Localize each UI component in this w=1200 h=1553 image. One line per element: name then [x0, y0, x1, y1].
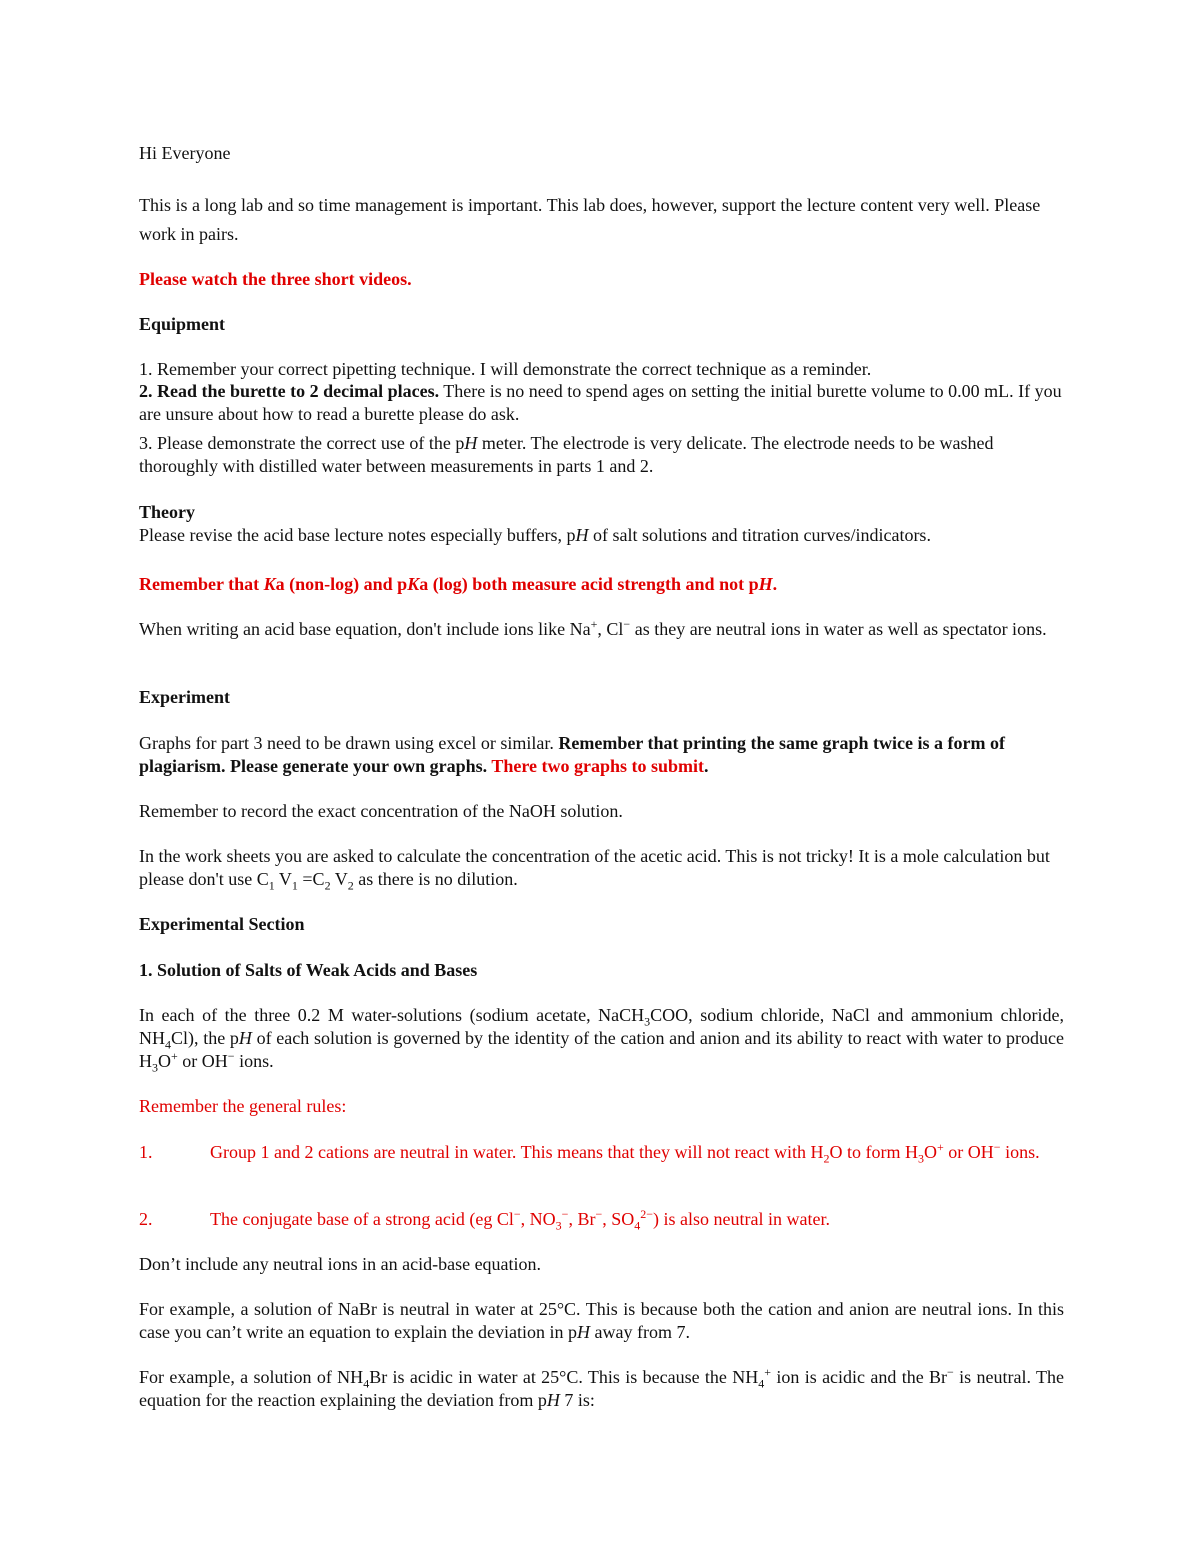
- theory-text-b: of salt solutions and titration curves/indicators.: [588, 525, 931, 545]
- ka-reminder: [139, 573, 1064, 596]
- salts-text-e: O: [158, 1051, 171, 1071]
- ka-text-b: a (non-log) and p: [275, 574, 408, 594]
- rule2-text-c: , Br: [568, 1209, 596, 1229]
- graphs-end: .: [704, 756, 709, 776]
- ions-note: [139, 618, 1064, 641]
- rule1-text-c: O: [924, 1142, 938, 1162]
- acetic-text-a: In the work sheets you are asked to calculate the concentration of the acetic acid. This is not tricky! It is a mole calculation but please don't use C: [139, 846, 1050, 889]
- sub-4: 4: [363, 1376, 370, 1391]
- ions-text-b: , Cl: [597, 619, 624, 639]
- sub-3: 3: [555, 1218, 562, 1233]
- charge-plus: +: [937, 1140, 944, 1154]
- ex2-text-e: 7 is:: [559, 1390, 595, 1410]
- sub-1: 1: [268, 878, 275, 893]
- sub-1: 1: [291, 878, 298, 893]
- charge-minus: −: [595, 1207, 603, 1221]
- sub-3: 3: [918, 1151, 925, 1166]
- ph-symbol: H: [546, 1390, 560, 1410]
- acetic-text-e: as there is no dilution.: [353, 869, 518, 889]
- rule1-text-b: O to form H: [829, 1142, 919, 1162]
- sub-2: 2: [347, 878, 354, 893]
- videos-note: Please watch the three short videos.: [139, 269, 412, 289]
- acetic-paragraph: [139, 845, 1064, 891]
- charge-minus: −: [513, 1207, 521, 1221]
- graphs-paragraph: [139, 732, 1064, 778]
- charge-plus: +: [171, 1049, 178, 1063]
- example-nh4br: [139, 1366, 1064, 1412]
- example-nabr: [139, 1298, 1064, 1344]
- rule2-text-d: , SO: [602, 1209, 635, 1229]
- part1-heading: 1. Solution of Salts of Weak Acids and Bases: [139, 960, 478, 980]
- salts-text-g: ions.: [234, 1051, 274, 1071]
- rule2-text-e: ) is also neutral in water.: [653, 1209, 830, 1229]
- sub-2: 2: [324, 878, 331, 893]
- acetic-text-d: V: [330, 869, 348, 889]
- neutral-ions-note: Don’t include any neutral ions in an acid-base equation.: [139, 1254, 542, 1274]
- charge-2minus: 2−: [640, 1207, 654, 1221]
- equipment-item-1: 1. Remember your correct pipetting technique. I will demonstrate the correct technique as a reminder.: [139, 359, 872, 379]
- ex2-text-b: Br is acidic in water at 25°C. This is because the NH: [369, 1367, 759, 1387]
- sub-3: 3: [152, 1060, 158, 1075]
- intro-paragraph: This is a long lab and so time management is important. This lab does, however, support the lecture content very well. Please work in pairs.: [139, 195, 1041, 244]
- sub-2: 2: [823, 1151, 830, 1166]
- salts-text-a: In each of the three 0.2 M water-solutions (sodium acetate, NaCH: [139, 1005, 645, 1025]
- charge-minus: −: [623, 617, 631, 631]
- salts-text-f: or OH: [177, 1051, 228, 1071]
- theory-text: [139, 524, 1064, 547]
- burette-instruction: 2. Read the burette to 2 decimal places.: [139, 381, 440, 401]
- rule2-text-b: , NO: [520, 1209, 556, 1229]
- equipment-item-3: [139, 432, 1064, 478]
- sub-4: 4: [634, 1218, 641, 1233]
- sub-4: 4: [758, 1376, 765, 1391]
- salts-text-c: Cl), the p: [171, 1028, 239, 1048]
- rule1-text-a: Group 1 and 2 cations are neutral in water. This means that they will not react with H: [210, 1142, 824, 1162]
- salts-text-d: of each solution is governed by the identity of the cation and anion and its ability to react with water to produce H: [139, 1028, 1064, 1071]
- theory-heading: Theory: [139, 502, 195, 522]
- experimental-section-heading: Experimental Section: [139, 914, 305, 934]
- graphs-red-text: There two graphs to submit: [491, 756, 705, 776]
- acetic-text-b: V: [274, 869, 292, 889]
- ex2-text-d: is neutral. The equation for the reaction explaining the deviation from p: [139, 1367, 1064, 1410]
- sub-4: 4: [165, 1037, 171, 1052]
- ex1-text-b: away from 7.: [590, 1322, 690, 1342]
- ph-symbol: H: [577, 1322, 591, 1342]
- ka-text-c: a (log) both measure acid strength and not p: [419, 574, 759, 594]
- burette-detail: There is no need to spend ages on setting the initial burette volume to 0.00 mL. If you are unsure about how to read a burette please do ask.: [139, 381, 1062, 424]
- charge-minus: −: [561, 1207, 569, 1221]
- charge-plus: +: [590, 617, 598, 631]
- equipment-item-2: [139, 380, 1064, 426]
- ph-symbol: H: [238, 1028, 252, 1048]
- ph-symbol: H: [575, 525, 589, 545]
- rule-2-number: 2.: [139, 1209, 153, 1229]
- ph-symbol: H: [464, 433, 478, 453]
- ex2-text-c: ion is acidic and the Br: [771, 1367, 948, 1387]
- item3-text-b: meter. The electrode is very delicate. The electrode needs to be washed thoroughly with distilled water between measurements in parts 1 and 2.: [139, 433, 994, 476]
- rule1-text-d: or OH: [943, 1142, 994, 1162]
- rule-2-text: [210, 1208, 1050, 1231]
- ka-symbol: K: [263, 574, 276, 594]
- salts-text-b: COO, sodium chloride, NaCl and ammonium chloride, NH: [139, 1005, 1064, 1048]
- charge-minus: −: [227, 1049, 235, 1063]
- ka-text-d: .: [772, 574, 778, 594]
- sub-3: 3: [644, 1014, 651, 1029]
- ph-symbol: H: [758, 574, 773, 594]
- rule-1-text: [210, 1141, 1050, 1164]
- item3-text-a: 3. Please demonstrate the correct use of the p: [139, 433, 465, 453]
- graphs-bold-text: Remember that printing the same graph twice is a form of plagiarism. Please generate your own graphs.: [139, 733, 1005, 776]
- charge-minus: −: [947, 1365, 954, 1379]
- naoh-note: Remember to record the exact concentration of the NaOH solution.: [139, 801, 623, 821]
- salts-paragraph: [139, 1004, 1064, 1073]
- charge-plus: +: [764, 1365, 772, 1379]
- ions-text-a: When writing an acid base equation, don't include ions like Na: [139, 619, 591, 639]
- rule1-text-e: ions.: [1000, 1142, 1040, 1162]
- rules-heading: Remember the general rules:: [139, 1096, 347, 1116]
- ex1-text-a: For example, a solution of NaBr is neutral in water at 25°C. This is because both the cation and anion are neutral ions. In this case you can’t write an equation to explain the deviation in p: [139, 1299, 1064, 1342]
- rule-1-number: 1.: [139, 1142, 153, 1162]
- ka-text-a: Remember that: [139, 574, 264, 594]
- rule2-text-a: The conjugate base of a strong acid (eg Cl: [210, 1209, 514, 1229]
- theory-text-a: Please revise the acid base lecture notes especially buffers, p: [139, 525, 576, 545]
- graphs-text-a: Graphs for part 3 need to be drawn using excel or similar.: [139, 733, 559, 753]
- equipment-heading: Equipment: [139, 314, 226, 334]
- acetic-text-c: =C: [297, 869, 325, 889]
- greeting: Hi Everyone: [139, 143, 231, 163]
- ions-text-c: as they are neutral ions in water as well as spectator ions.: [630, 619, 1047, 639]
- charge-minus: −: [993, 1140, 1001, 1154]
- ex2-text-a: For example, a solution of NH: [139, 1367, 364, 1387]
- experiment-heading: Experiment: [139, 687, 230, 707]
- pka-symbol: K: [407, 574, 420, 594]
